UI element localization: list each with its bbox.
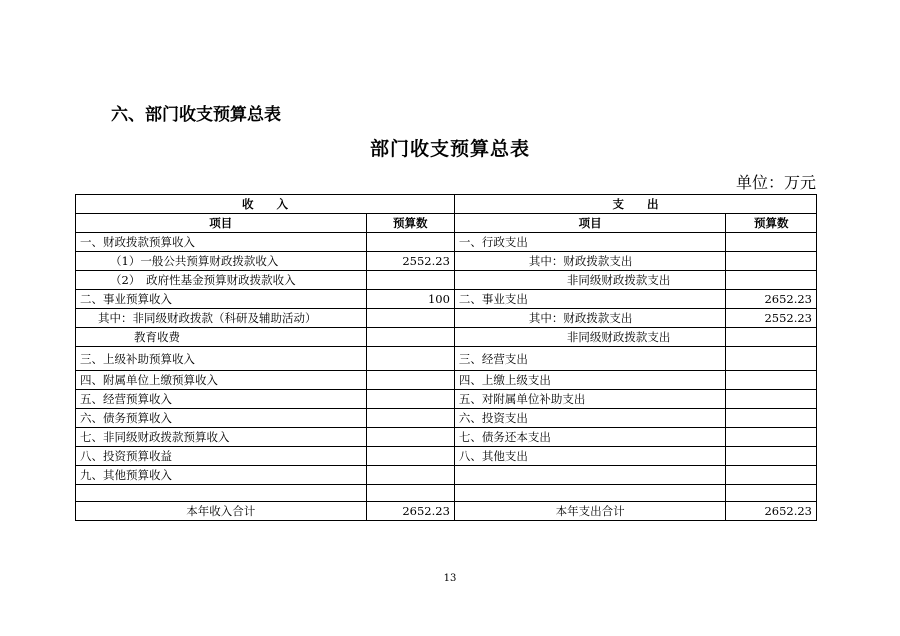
- income-item: 九、其他预算收入: [76, 466, 367, 485]
- income-item: 其中：非同级财政拨款（科研及辅助活动）: [76, 309, 367, 328]
- total-row: [76, 502, 817, 521]
- expense-item: [454, 485, 726, 502]
- table-row: [76, 328, 817, 347]
- income-budget-header: 预算数: [366, 214, 454, 233]
- unit-label: 单位：万元: [735, 173, 816, 192]
- expense-value: [726, 390, 817, 409]
- income-item: 七、非同级财政拨款预算收入: [76, 428, 367, 447]
- section-heading: 六、部门收支预算总表: [111, 105, 281, 125]
- table-row: [76, 290, 817, 309]
- table-row: [76, 347, 817, 371]
- expense-value: 2652.23: [726, 290, 817, 309]
- table-row: [76, 428, 817, 447]
- expense-total-value: 2652.23: [726, 502, 817, 521]
- income-group-header: 收 入: [76, 195, 455, 214]
- income-value: [366, 466, 454, 485]
- table-row: [76, 271, 817, 290]
- income-item-header: 项目: [76, 214, 367, 233]
- table-row: [76, 309, 817, 328]
- table-row: [76, 252, 817, 271]
- income-value: [366, 428, 454, 447]
- income-item: [76, 485, 367, 502]
- expense-value: [726, 466, 817, 485]
- income-value: [366, 233, 454, 252]
- income-item: 五、经营预算收入: [76, 390, 367, 409]
- income-value: 100: [366, 290, 454, 309]
- income-item: 八、投资预算收益: [76, 447, 367, 466]
- expense-value: [726, 252, 817, 271]
- expense-total-label: 本年支出合计: [454, 502, 726, 521]
- expense-value: [726, 409, 817, 428]
- expense-item: [454, 466, 726, 485]
- income-item: 三、上级补助预算收入: [76, 347, 367, 371]
- expense-value: [726, 428, 817, 447]
- expense-item: 七、债务还本支出: [454, 428, 726, 447]
- expense-item: 四、上缴上级支出: [454, 371, 726, 390]
- income-item: 一、财政拨款预算收入: [76, 233, 367, 252]
- income-total-value: 2652.23: [366, 502, 454, 521]
- income-total-label: 本年收入合计: [76, 502, 367, 521]
- income-item: （2） 政府性基金预算财政拨款收入: [76, 271, 367, 290]
- expense-value: [726, 328, 817, 347]
- budget-summary-table: [75, 194, 817, 521]
- expense-group-header: 支 出: [454, 195, 816, 214]
- expense-value: [726, 485, 817, 502]
- table-row: [76, 233, 817, 252]
- expense-item: 三、经营支出: [454, 347, 726, 371]
- expense-item: 五、对附属单位补助支出: [454, 390, 726, 409]
- expense-item-header: 项目: [454, 214, 726, 233]
- income-value: [366, 485, 454, 502]
- expense-budget-header: 预算数: [726, 214, 817, 233]
- income-item: 教育收费: [76, 328, 367, 347]
- income-value: [366, 347, 454, 371]
- expense-item: 非同级财政拨款支出: [454, 328, 726, 347]
- expense-value: [726, 371, 817, 390]
- table-row: [76, 371, 817, 390]
- income-value: [366, 328, 454, 347]
- income-item: 二、事业预算收入: [76, 290, 367, 309]
- expense-item: 一、行政支出: [454, 233, 726, 252]
- expense-value: [726, 347, 817, 371]
- table-row: [76, 390, 817, 409]
- expense-item: 八、其他支出: [454, 447, 726, 466]
- table-row: [76, 409, 817, 428]
- expense-value: [726, 233, 817, 252]
- expense-item: 其中：财政拨款支出: [454, 252, 726, 271]
- expense-item: 二、事业支出: [454, 290, 726, 309]
- income-value: [366, 390, 454, 409]
- expense-value: [726, 271, 817, 290]
- page-number: 13: [443, 573, 457, 584]
- expense-item: 非同级财政拨款支出: [454, 271, 726, 290]
- income-item: 六、债务预算收入: [76, 409, 367, 428]
- table-title: 部门收支预算总表: [369, 138, 530, 160]
- expense-item: 六、投资支出: [454, 409, 726, 428]
- income-item: （1）一般公共预算财政拨款收入: [76, 252, 367, 271]
- expense-value: [726, 447, 817, 466]
- expense-value: 2552.23: [726, 309, 817, 328]
- expense-item: 其中：财政拨款支出: [454, 309, 726, 328]
- income-value: [366, 371, 454, 390]
- income-value: 2552.23: [366, 252, 454, 271]
- table-row: [76, 447, 817, 466]
- income-value: [366, 409, 454, 428]
- income-value: [366, 309, 454, 328]
- income-value: [366, 447, 454, 466]
- table-row: [76, 485, 817, 502]
- income-value: [366, 271, 454, 290]
- table-row: [76, 466, 817, 485]
- income-item: 四、附属单位上缴预算收入: [76, 371, 367, 390]
